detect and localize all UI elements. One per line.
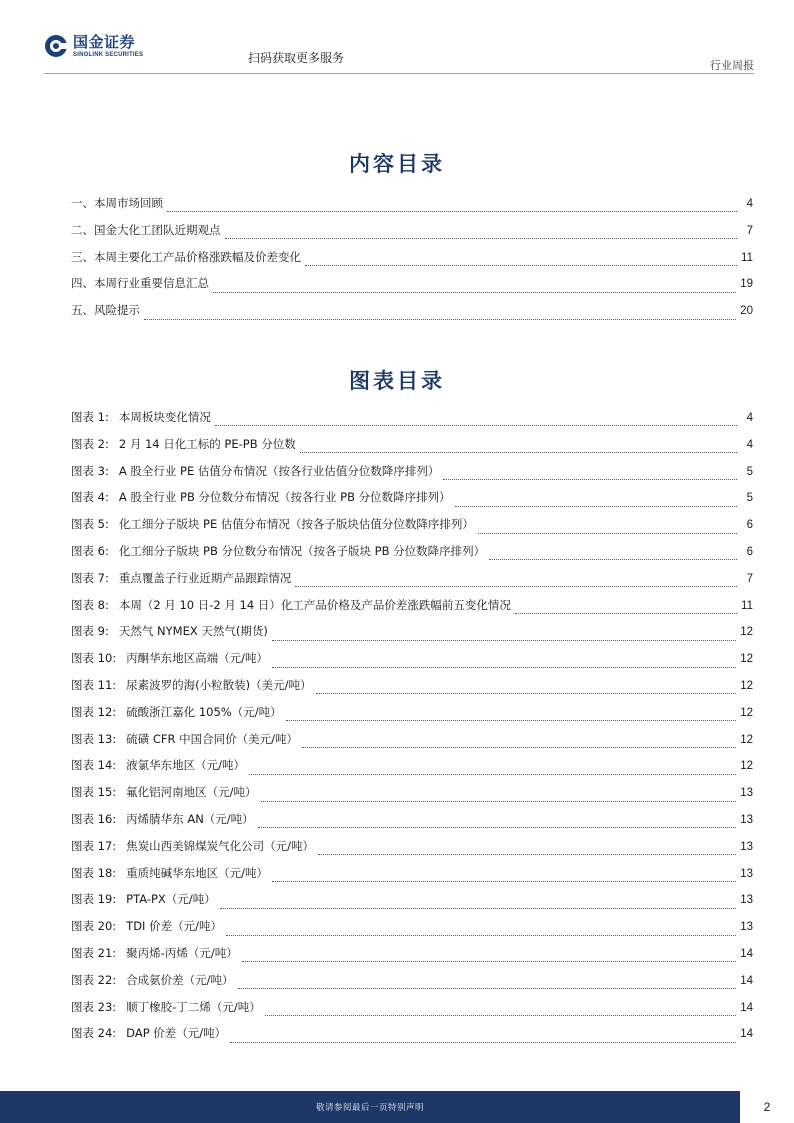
- contents-entry[interactable]: [71, 222, 753, 249]
- dot-leader: [316, 692, 737, 694]
- toc-entry-title[interactable]: 聚丙烯-丙烯（元/吨）: [126, 945, 238, 960]
- toc-entry-page-number[interactable]: 13: [740, 921, 753, 934]
- toc-entry-prefix: 图表 3:: [71, 463, 109, 478]
- figure-entry[interactable]: [71, 865, 753, 892]
- toc-entry-prefix: 图表 24:: [71, 1026, 117, 1041]
- toc-entry-title[interactable]: 化工细分子版块 PB 分位数分布情况（按各子版块 PB 分位数降序排列）: [118, 543, 486, 558]
- dot-leader: [318, 853, 736, 855]
- toc-entry-page-number[interactable]: 12: [740, 679, 753, 692]
- toc-entry-prefix: 图表 19:: [71, 892, 117, 907]
- toc-entry-prefix: 五、: [71, 303, 94, 318]
- toc-entry-title[interactable]: 顺丁橡胶-丁二烯（元/吨）: [126, 999, 261, 1014]
- toc-entry-title[interactable]: 国金大化工团队近期观点: [94, 222, 221, 237]
- dot-leader: [302, 746, 736, 748]
- toc-entry-title[interactable]: 风险提示: [94, 303, 140, 318]
- toc-entry-title[interactable]: 焦炭山西美锦煤炭气化公司（元/吨）: [126, 838, 315, 853]
- contents-title: 内容目录: [349, 151, 445, 176]
- dot-leader: [242, 960, 737, 962]
- toc-entry-prefix: 图表 20:: [71, 919, 117, 934]
- figure-entry[interactable]: [71, 677, 753, 704]
- figure-entry[interactable]: [71, 891, 753, 918]
- toc-entry-prefix: 图表 11:: [71, 677, 117, 692]
- toc-entry-title[interactable]: 尿素波罗的海(小粒散装)（美元/吨）: [126, 677, 312, 692]
- toc-entry-prefix: 图表 6:: [71, 543, 109, 558]
- toc-entry-page-number[interactable]: 12: [740, 626, 753, 639]
- dot-leader: [489, 558, 737, 560]
- toc-entry-title[interactable]: 硫酸浙江嘉化 105%（元/吨）: [126, 704, 282, 719]
- toc-entry-page-number[interactable]: 6: [746, 545, 753, 558]
- toc-entry-page-number[interactable]: 13: [740, 787, 753, 800]
- contents-entry[interactable]: [71, 249, 753, 276]
- figure-entry[interactable]: [71, 436, 753, 463]
- toc-entry-title[interactable]: 重点覆盖子行业近期产品跟踪情况: [118, 570, 292, 585]
- dot-leader: [300, 451, 737, 453]
- toc-entry-title[interactable]: 丙酮华东地区高端（元/吨）: [126, 651, 269, 666]
- toc-entry-page-number[interactable]: 11: [741, 251, 753, 264]
- toc-entry-prefix: 图表 22:: [71, 972, 117, 987]
- figure-entry[interactable]: [71, 918, 753, 945]
- dot-leader: [272, 666, 736, 668]
- figure-entry[interactable]: [71, 704, 753, 731]
- figures-title: 图表目录: [349, 368, 445, 393]
- figure-entry[interactable]: [71, 489, 753, 516]
- figure-entry[interactable]: [71, 811, 753, 838]
- figure-entry[interactable]: [71, 784, 753, 811]
- figure-entry[interactable]: [71, 1025, 753, 1052]
- scan-for-services-text: 扫码获取更多服务: [248, 51, 345, 65]
- figure-entry[interactable]: [71, 543, 753, 570]
- toc-entry-prefix: 图表 23:: [71, 999, 117, 1014]
- toc-entry-prefix: 图表 17:: [71, 838, 117, 853]
- footer-disclaimer: 敬请参阅最后一页特别声明: [315, 1103, 424, 1113]
- contents-entry[interactable]: [71, 275, 753, 302]
- toc-entry-page-number[interactable]: 6: [746, 519, 753, 532]
- figure-entry[interactable]: [71, 838, 753, 865]
- toc-entry-prefix: 图表 15:: [71, 785, 117, 800]
- toc-entry-prefix: 图表 16:: [71, 811, 117, 826]
- toc-entry-title[interactable]: 重质纯碱华东地区（元/吨）: [126, 865, 269, 880]
- dot-leader: [258, 826, 737, 828]
- figures-list: [71, 409, 753, 1052]
- figure-entry[interactable]: [71, 945, 753, 972]
- toc-entry-title[interactable]: DAP 价差（元/吨）: [126, 1026, 227, 1041]
- toc-entry-title[interactable]: 天然气 NYMEX 天然气(期货): [118, 624, 268, 639]
- dot-leader: [515, 612, 737, 614]
- toc-entry-title[interactable]: 本周主要化工产品价格涨跌幅及价差变化: [94, 249, 301, 264]
- toc-entry-page-number[interactable]: 14: [740, 1028, 753, 1041]
- report-type-label: 行业周报: [710, 59, 754, 72]
- dot-leader: [238, 987, 737, 989]
- toc-entry-prefix: 四、: [71, 276, 94, 291]
- toc-entry-page-number[interactable]: 4: [746, 412, 753, 424]
- page-header: [0, 0, 794, 75]
- toc-entry-page-number[interactable]: 12: [740, 760, 753, 773]
- toc-entry-title[interactable]: A 股全行业 PB 分位数分布情况（按各行业 PB 分位数降序排列）: [118, 490, 451, 505]
- dot-leader: [230, 1041, 736, 1043]
- dot-leader: [213, 291, 736, 293]
- dot-leader: [272, 880, 736, 882]
- figure-entry[interactable]: [71, 623, 753, 650]
- toc-entry-page-number[interactable]: 13: [740, 813, 753, 826]
- toc-entry-prefix: 图表 2:: [71, 436, 109, 451]
- dot-leader: [220, 907, 737, 909]
- figure-entry[interactable]: [71, 516, 753, 543]
- contents-entry[interactable]: [71, 302, 753, 329]
- sinolink-logo-icon: [44, 34, 68, 58]
- toc-entry-title[interactable]: 丙烯腈华东 AN（元/吨）: [126, 811, 254, 826]
- toc-entry-page-number[interactable]: 19: [740, 278, 753, 291]
- toc-entry-page-number[interactable]: 12: [740, 653, 753, 666]
- figure-entry[interactable]: [71, 999, 753, 1026]
- dot-leader: [272, 639, 736, 641]
- toc-entry-title[interactable]: 本周市场回顾: [94, 196, 163, 210]
- toc-entry-prefix: 图表 12:: [71, 704, 117, 719]
- toc-entry-page-number[interactable]: 12: [740, 733, 753, 746]
- figure-entry[interactable]: [71, 757, 753, 784]
- toc-entry-title[interactable]: 硫磺 CFR 中国合同价（美元/吨）: [126, 731, 298, 746]
- dot-leader: [226, 934, 736, 936]
- toc-entry-title[interactable]: 本周行业重要信息汇总: [94, 276, 209, 291]
- toc-entry-title[interactable]: TDI 价差（元/吨）: [126, 919, 222, 934]
- toc-entry-prefix: 图表 9:: [71, 624, 109, 639]
- toc-entry-page-number[interactable]: 5: [746, 465, 753, 478]
- dot-leader: [286, 719, 737, 721]
- toc-entry-prefix: 图表 14:: [71, 758, 117, 773]
- toc-entry-page-number[interactable]: 5: [746, 492, 753, 505]
- toc-entry-prefix: 图表 8:: [71, 597, 109, 612]
- toc-entry-title[interactable]: 液氯华东地区（元/吨）: [126, 758, 246, 773]
- brand-name-cn: 国金证券: [73, 32, 136, 51]
- dot-leader: [265, 1014, 737, 1016]
- brand-logo: [44, 33, 143, 59]
- figure-entry[interactable]: [71, 463, 753, 490]
- figure-entry[interactable]: [71, 650, 753, 677]
- toc-entry-title[interactable]: 氟化铝河南地区（元/吨）: [126, 785, 257, 800]
- figure-entry[interactable]: [71, 597, 753, 624]
- dot-leader: [478, 532, 737, 534]
- dot-leader: [215, 424, 737, 426]
- toc-entry-page-number[interactable]: 7: [746, 572, 753, 585]
- dot-leader: [305, 264, 737, 266]
- figure-entry[interactable]: [71, 972, 753, 999]
- toc-entry-page-number[interactable]: 4: [746, 198, 753, 210]
- toc-entry-prefix: 二、: [71, 222, 94, 237]
- toc-entry-title[interactable]: 2 月 14 日化工标的 PE-PB 分位数: [118, 436, 296, 451]
- toc-entry-prefix: 图表 5:: [71, 517, 109, 532]
- dot-leader: [167, 210, 737, 212]
- toc-entry-page-number[interactable]: 13: [740, 894, 753, 907]
- toc-entry-page-number[interactable]: 7: [746, 224, 753, 237]
- toc-entry-prefix: 图表 10:: [71, 651, 117, 666]
- toc-entry-title[interactable]: PTA-PX（元/吨）: [126, 892, 216, 907]
- contents-list: [71, 195, 753, 329]
- toc-entry-page-number[interactable]: 14: [740, 947, 753, 960]
- dot-leader: [443, 478, 737, 480]
- toc-entry-title[interactable]: 本周板块变化情况: [118, 410, 211, 424]
- toc-entry-page-number[interactable]: 14: [740, 974, 753, 987]
- toc-entry-page-number[interactable]: 13: [740, 840, 753, 853]
- toc-entry-prefix: 图表 18:: [71, 865, 117, 880]
- toc-entry-title[interactable]: 合成氨价差（元/吨）: [126, 972, 234, 987]
- toc-entry-prefix: 一、: [71, 196, 94, 210]
- dot-leader: [225, 237, 738, 239]
- toc-entry-page-number[interactable]: 12: [740, 706, 753, 719]
- dot-leader: [261, 800, 737, 802]
- toc-entry-prefix: 图表 13:: [71, 731, 117, 746]
- contents-entry[interactable]: [71, 195, 753, 222]
- toc-entry-page-number[interactable]: 4: [746, 438, 753, 451]
- toc-entry-prefix: 三、: [71, 249, 94, 264]
- toc-entry-title[interactable]: 本周（2 月 10 日-2 月 14 日）化工产品价格及产品价差涨跌幅前五变化情况: [118, 597, 511, 612]
- toc-entry-page-number[interactable]: 20: [740, 305, 753, 318]
- toc-entry-title[interactable]: A 股全行业 PE 估值分布情况（按各行业估值分位数降序排列）: [118, 463, 440, 478]
- toc-entry-page-number[interactable]: 14: [740, 1001, 753, 1014]
- toc-entry-page-number[interactable]: 11: [741, 599, 753, 612]
- toc-entry-prefix: 图表 4:: [71, 490, 109, 505]
- brand-name-en: SINOLINK SECURITIES: [73, 51, 144, 58]
- figure-entry[interactable]: [71, 570, 753, 597]
- figure-entry[interactable]: [71, 731, 753, 758]
- dot-leader: [455, 505, 737, 507]
- header-divider: [44, 73, 754, 74]
- toc-entry-prefix: 图表 21:: [71, 945, 117, 960]
- figure-entry[interactable]: [71, 409, 753, 436]
- dot-leader: [144, 318, 736, 320]
- dot-leader: [295, 585, 737, 587]
- dot-leader: [249, 773, 736, 775]
- toc-entry-title[interactable]: 化工细分子版块 PE 估值分布情况（按各子版块估值分位数降序排列）: [118, 517, 474, 532]
- toc-entry-prefix: 图表 7:: [71, 570, 109, 585]
- toc-entry-prefix: 图表 1:: [71, 410, 109, 424]
- toc-entry-page-number[interactable]: 13: [740, 867, 753, 880]
- page-number: 2: [763, 1100, 771, 1114]
